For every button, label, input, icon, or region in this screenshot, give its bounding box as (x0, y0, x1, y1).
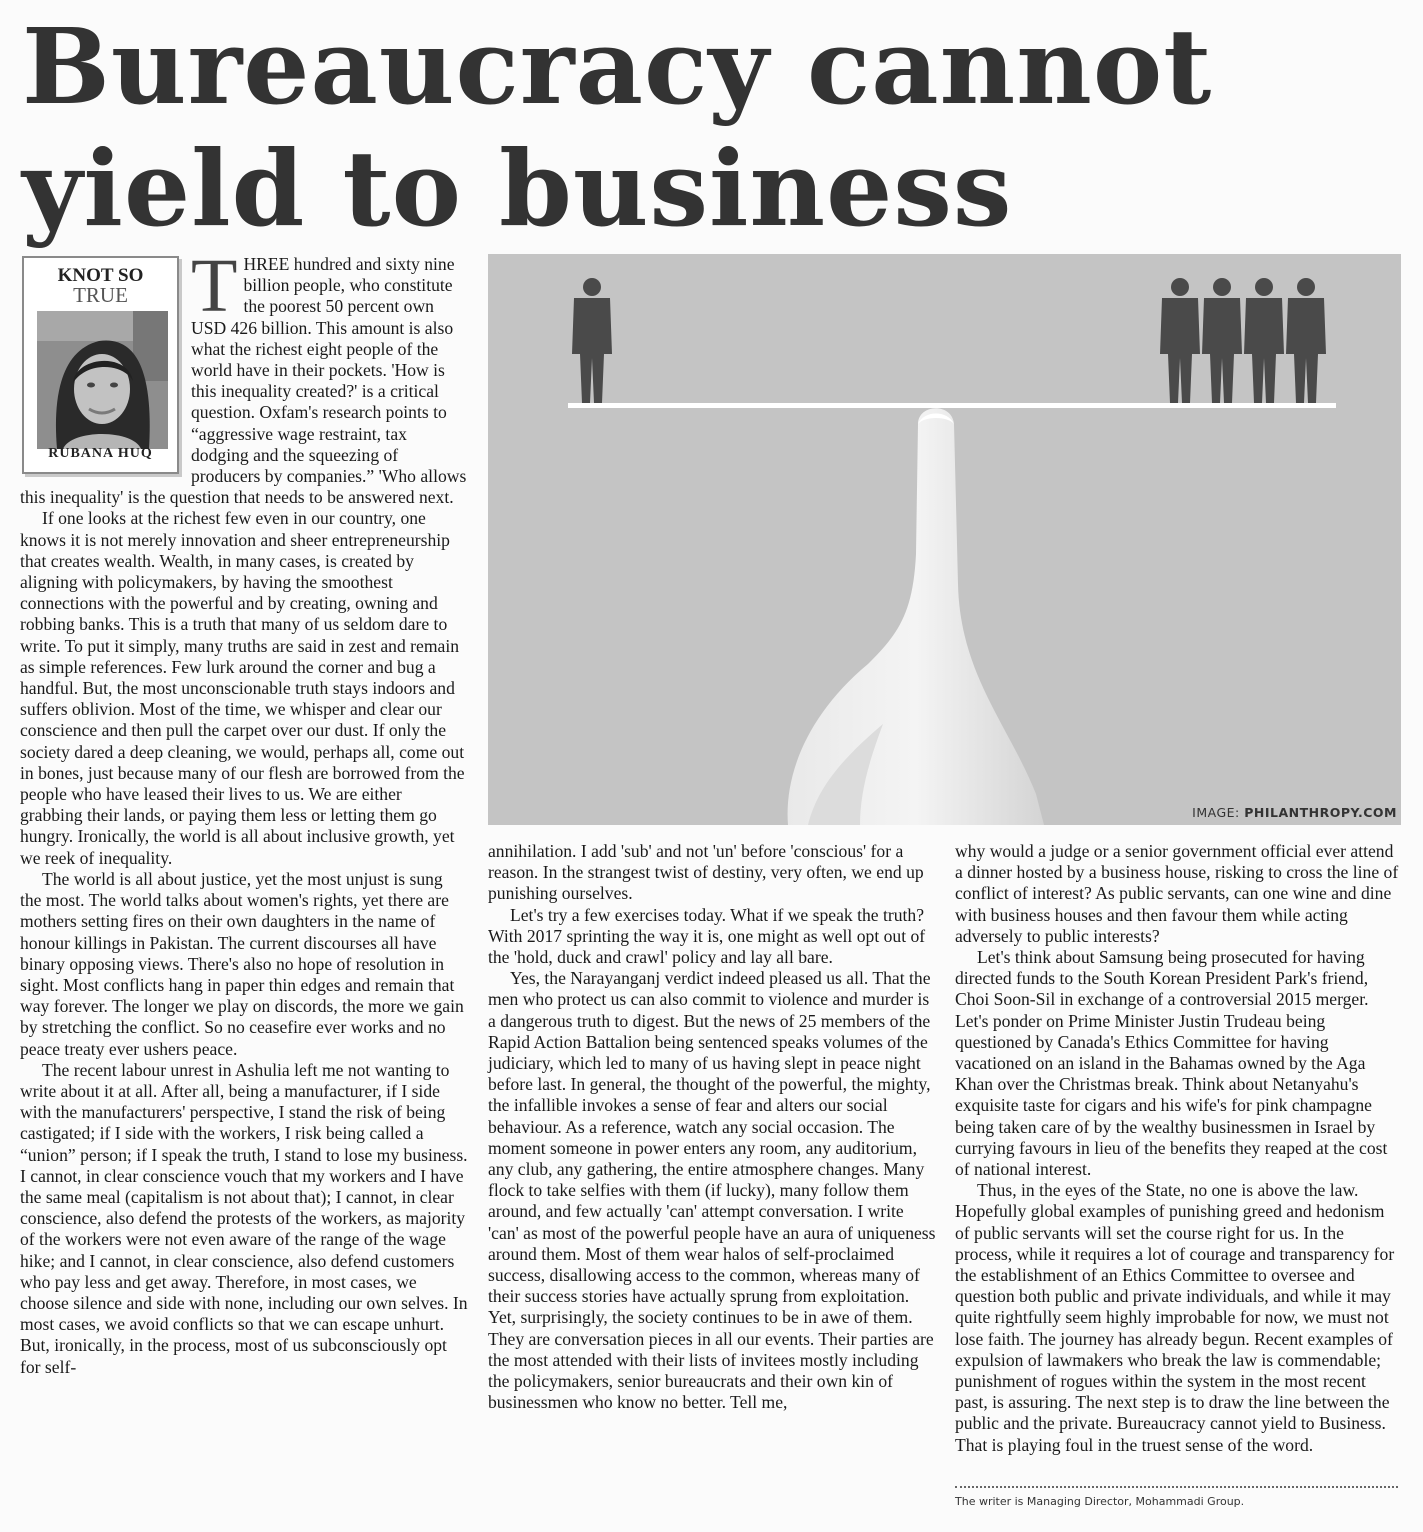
paragraph-3: The world is all about justice, yet the most unjust is sung the most. The world talks about women's rights, yet there are mothers setting fires on their own daughters in the name of honour killings in Pakistan. The current discourses all have binary opposing views. There's also no hope of resolution in sight. Most conflicts hang in paper thin edges and remain that way forever. The longer we play on discords, the more we gain by stretching the conflict. So no ceasefire ever works and no peace treaty ever ushers peace. (20, 868, 464, 1059)
column-name-line2: TRUE (73, 283, 128, 307)
author-portrait (37, 311, 168, 449)
author-name: RUBANA HUQ (48, 445, 153, 461)
author-footnote: The writer is Managing Director, Mohammadi Group. (955, 1495, 1245, 1508)
paragraph-1: HREE hundred and sixty nine billion people, who constitute the poorest 50 percent own USD 426 billion. This amount is also what the richest eight people of the world have in their pockets. 'How is this inequality created?' is a critical question. Oxfam's research points to “aggressive wage restraint, tax dodging and the squeezing of producers by companies.” 'Who allows this inequality' is the question that needs to be answered next. (20, 254, 467, 508)
article-column-3 (955, 841, 1400, 1456)
article-illustration (488, 254, 1401, 825)
paragraph-5: Let's try a few exercises today. What if we speak the truth? With 2017 sprinting the way it is, one might as well opt out of the 'hold, duck and crawl' policy and lay all bare. (488, 904, 926, 968)
column-name-line1: KNOT SO (57, 265, 144, 286)
footnote-divider (955, 1486, 1398, 1488)
headline: Bureaucracy cannot yield to business (22, 5, 1213, 250)
paragraph-2: If one looks at the richest few even in our country, one knows it is not merely innovation and sheer entrepreneurship that creates wealth. Wealth, in many cases, is created by aligning with policymakers, by having the smoothest connections with the powerful and by creating, owning and robbing banks. This is a truth that many of us seldom dare to write. To put it simply, many truths are said in zest and remain as simple references. Few lurk around the corner and bug a handful. But, the most unconscionable truth stays indoors and suffers oblivion. Most of the time, we whisper and clear our conscience and then pull the carpet over our dust. If only the society dared a deep cleaning, we would, perhaps all, come out in bones, just because many of our flesh are borrowed from the people who have leased their lives to us. We are either grabbing their lands, or paying them less or letting them go hungry. Ironically, the world is all about inclusive growth, yet we reek of inequality. (20, 508, 465, 868)
image-credit: IMAGE: PHILANTHROPY.COM (1192, 805, 1397, 820)
article-column-1 (20, 244, 468, 1378)
paragraph-6: Yes, the Narayanganj verdict indeed pleased us all. That the men who protect us can also commit to violence and murder is a dangerous truth to digest. But the news of 25 members of the Rapid Action Battalion being sentenced speaks volumes of the judiciary, which led to many of us having slept in peace night before last. In general, the thought of the powerful, the mighty, the infallible invokes a sense of fear and alters our social behaviour. As a reference, watch any social occasion. The moment someone in power enters any room, any auditorium, any club, any gathering, the entire atmosphere changes. Many flock to take selfies with them (if lucky), many follow them around, and few actually 'can' attempt conversation. I write 'can' as most of the powerful people have an aura of uniqueness around them. Most of them wear halos of self-proclaimed success, disallowing access to the common, whereas many of their success stories have actually sprung from exploitation. Yet, surprisingly, the society continues to be in awe of them. They are conversation pieces in all our events. Their parties are the most attended with their lists of invitees mostly including the policymakers, senior bureaucrats and their own kin of businessmen who know no better. Tell me, (488, 968, 936, 1413)
paragraph-8: Thus, in the eyes of the State, no one is above the law. Hopefully global examples of punishing greed and hedonism of public servants will set the course right for us. In the process, while it requires a lot of courage and transparency for the establishment of an Ethics Committee to oversee and question both public and private individuals, and while it may quite rightfully seem highly improbable for now, we must not lose faith. The journey has already begun. Recent examples of expulsion of lawmakers who break the law is commendable; punishment of rogues within the system in the most recent past, is assuring. The next step is to draw the line between the public and the private. Bureaucracy cannot yield to Business. That is playing foul in the truest sense of the word. (955, 1180, 1395, 1455)
drop-cap: T (191, 244, 238, 328)
paragraph-4: The recent labour unrest in Ashulia left me not wanting to write about it at all. After all, being a manufacturer, if I side with the manufacturers' perspective, I stand the risk of being castigated; if I side with the workers, I risk being called a “union” person; if I speak the truth, I stand to lose my business. I cannot, in clear conscience vouch that my workers and I have the same meal (capitalism is not about that); I cannot, in clear conscience, also defend the protests of the workers, as majority of the workers were not even aware of the range of the wage hike; and I cannot, in clear conscience, also defend customers who pay less and get away. Therefore, in most cases, we choose silence and side with none, including our own selves. In most cases, we avoid conflicts so that we can escape unhurt. But, ironically, in the process, most of us subconsciously opt for self- (20, 1059, 468, 1377)
article-column-2 (488, 841, 936, 1413)
paragraph-7: Let's think about Samsung being prosecuted for having directed funds to the South Korean President Park's friend, Choi Soon-Sil in exchange of a controversial 2015 merger. Let's ponder on Prime Minister Justin Trudeau being questioned by Canada's Ethics Committee for having vacationed on an island in the Bahamas owned by the Aga Khan over the Christmas break. Think about Netanyahu's exquisite taste for cigars and his wife's for pink champagne being taken care of by the wealthy businessmen in Israel by currying favours in lieu of the benefits they reaped at the cost of national interest. (955, 947, 1388, 1180)
balance-finger-graphic (488, 254, 1401, 825)
paragraph-4-continued: annihilation. I add 'sub' and not 'un' before 'conscious' for a reason. In the strangest twist of destiny, very often, we end up punishing ourselves. (488, 841, 924, 904)
column-byline-box (22, 256, 179, 474)
paragraph-6-continued: why would a judge or a senior government official ever attend a dinner hosted by a business house, risking to cross the line of conflict of interest? As public servants, can one wine and dine with business houses and then favour them while acting adversely to public interests? (955, 841, 1399, 946)
